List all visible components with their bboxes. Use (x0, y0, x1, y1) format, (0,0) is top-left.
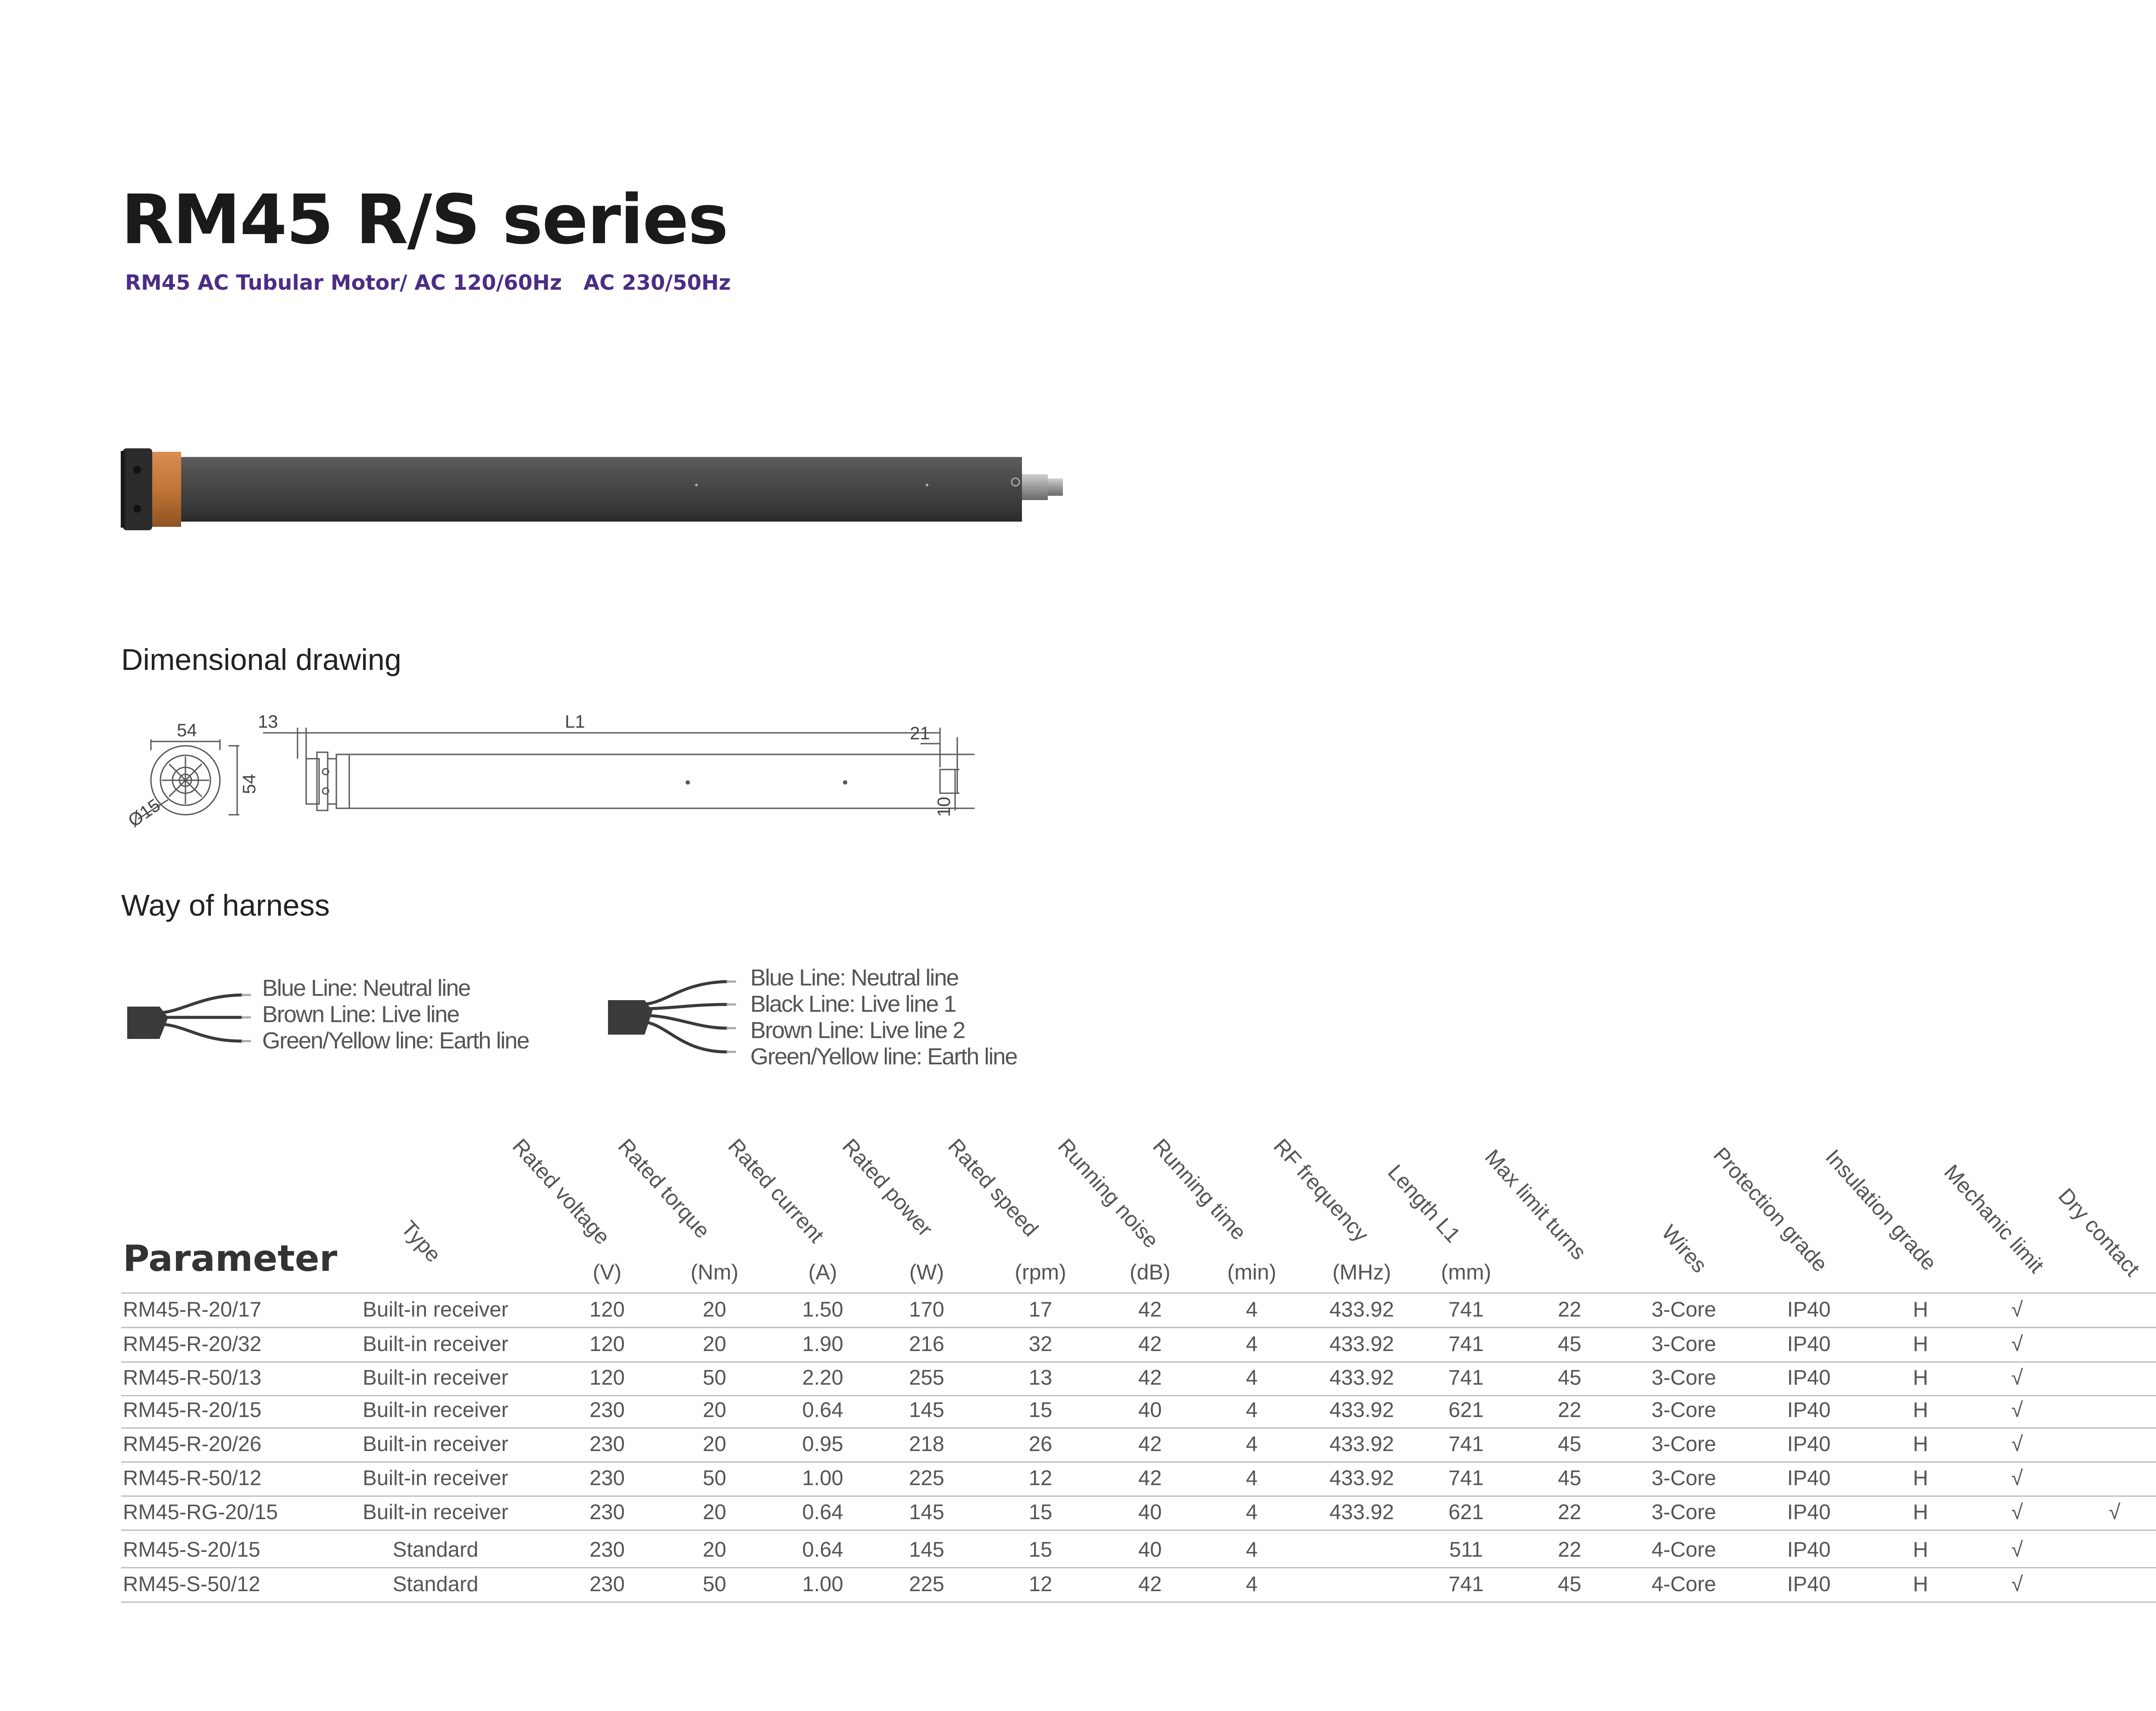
cell-protection: IP40 (1787, 1501, 1831, 1524)
cell-noise: 42 (1138, 1573, 1162, 1596)
cell-turns: 45 (1557, 1573, 1582, 1596)
cell-model: RM45-S-50/12 (123, 1573, 260, 1596)
cell-turns: 22 (1557, 1538, 1582, 1561)
row-divider (121, 1461, 2156, 1463)
four-core-cable-image (606, 972, 748, 1076)
row-divider (121, 1361, 2156, 1363)
cell-protection: IP40 (1787, 1433, 1831, 1456)
cell-speed: 26 (1028, 1433, 1053, 1456)
cell-length: 741 (1448, 1467, 1484, 1490)
cell-frequency: 433.92 (1329, 1467, 1394, 1490)
cell-wires: 3-Core (1651, 1433, 1716, 1456)
harness-heading: Way of harness (121, 888, 330, 922)
cell-turns: 45 (1557, 1467, 1582, 1490)
cell-time: 4 (1246, 1433, 1258, 1456)
row-divider (121, 1427, 2156, 1429)
cell-model: RM45-S-20/15 (123, 1538, 260, 1561)
cell-insulation: H (1913, 1298, 1928, 1321)
cell-power: 170 (909, 1298, 944, 1321)
cell-frequency: 433.92 (1329, 1433, 1394, 1456)
unit-torque: (Nm) (690, 1260, 739, 1284)
cell-noise: 40 (1138, 1501, 1162, 1524)
cell-protection: IP40 (1787, 1573, 1831, 1596)
cell-current: 2.20 (802, 1366, 843, 1389)
cell-model: RM45-R-20/15 (123, 1398, 262, 1422)
cell-torque: 20 (702, 1433, 727, 1456)
cell-wires: 3-Core (1651, 1467, 1716, 1490)
cell-insulation: H (1913, 1366, 1928, 1389)
tubular-motor-image (116, 440, 1087, 539)
cell-wires: 3-Core (1651, 1333, 1716, 1356)
dim-label-54-side: 54 (239, 774, 259, 794)
cell-type: Built-in receiver (363, 1467, 508, 1490)
cell-time: 4 (1246, 1467, 1258, 1490)
cell-voltage: 120 (589, 1333, 625, 1356)
unit-voltage: (V) (592, 1260, 622, 1284)
cell-length: 511 (1449, 1538, 1483, 1561)
cell-current: 1.90 (802, 1333, 843, 1356)
column-header-rated-power: Rated power (837, 1134, 937, 1241)
column-header-max-limit-turns: Max limit turns (1480, 1145, 1591, 1264)
column-header-rated-current: Rated current (723, 1134, 829, 1248)
cell-turns: 45 (1557, 1333, 1582, 1356)
cell-wires: 4-Core (1651, 1538, 1716, 1561)
cell-type: Built-in receiver (363, 1333, 508, 1356)
cell-length: 741 (1448, 1573, 1484, 1596)
cell-wires: 3-Core (1651, 1366, 1716, 1389)
unit-power: (W) (909, 1260, 944, 1284)
column-header-rated-voltage: Rated voltage (508, 1134, 615, 1249)
cell-mechanic-limit: √ (2011, 1573, 2023, 1596)
three-core-cable-image (125, 983, 263, 1060)
cell-torque: 20 (702, 1538, 727, 1561)
cell-voltage: 230 (589, 1538, 625, 1561)
cell-mechanic-limit: √ (2011, 1433, 2023, 1456)
column-header-wires: Wires (1657, 1220, 1712, 1278)
cell-current: 1.00 (802, 1573, 843, 1596)
cell-wires: 3-Core (1651, 1501, 1716, 1524)
cell-frequency: 433.92 (1329, 1398, 1394, 1422)
four-core-line-3: Brown Line: Live line 2 (750, 1017, 965, 1043)
cell-type: Standard (392, 1538, 479, 1561)
cell-mechanic-limit: √ (2011, 1501, 2023, 1524)
cell-current: 0.64 (802, 1398, 843, 1422)
cell-frequency: 433.92 (1329, 1501, 1394, 1524)
three-core-line-3: Green/Yellow line: Earth line (262, 1028, 529, 1054)
cell-time: 4 (1246, 1398, 1258, 1422)
dim-label-10: 10 (934, 797, 954, 817)
column-header-protection-grade: Protection grade (1708, 1142, 1833, 1276)
cell-frequency: 433.92 (1329, 1298, 1394, 1321)
dim-label-21: 21 (910, 723, 930, 743)
cell-noise: 40 (1138, 1538, 1162, 1561)
cell-type: Built-in receiver (363, 1433, 508, 1456)
page-subtitle: RM45 AC Tubular Motor/ AC 120/60Hz AC 230/50Hz (125, 271, 731, 295)
four-core-line-4: Green/Yellow line: Earth line (750, 1044, 1017, 1070)
dim-label-54-top: 54 (177, 720, 197, 740)
cell-length: 621 (1448, 1398, 1484, 1422)
cell-power: 145 (909, 1501, 944, 1524)
cell-torque: 50 (702, 1366, 727, 1389)
cell-time: 4 (1246, 1366, 1258, 1389)
cell-mechanic-limit: √ (2011, 1398, 2023, 1422)
cell-torque: 20 (702, 1333, 727, 1356)
dim-label-13: 13 (258, 711, 278, 732)
cell-current: 1.50 (802, 1298, 843, 1321)
cell-speed: 15 (1028, 1538, 1053, 1561)
cell-voltage: 230 (589, 1501, 625, 1524)
cell-model: RM45-R-50/12 (123, 1467, 262, 1490)
column-header-type: Type (396, 1216, 446, 1267)
column-header-rated-torque: Rated torque (613, 1134, 715, 1243)
cell-speed: 15 (1028, 1398, 1053, 1422)
cell-protection: IP40 (1787, 1398, 1831, 1422)
cell-turns: 45 (1557, 1366, 1582, 1389)
column-header-insulation-grade: Insulation grade (1821, 1145, 1942, 1275)
row-divider (121, 1530, 2156, 1531)
cell-speed: 12 (1028, 1467, 1053, 1490)
cell-torque: 50 (702, 1573, 727, 1596)
dimensional-drawing-heading: Dimensional drawing (121, 643, 401, 676)
four-core-line-1: Blue Line: Neutral line (750, 965, 959, 991)
column-header-length-l1: Length L1 (1383, 1160, 1466, 1248)
cell-speed: 12 (1028, 1573, 1053, 1596)
cell-speed: 13 (1028, 1366, 1053, 1389)
cell-torque: 20 (702, 1298, 727, 1321)
cell-power: 216 (909, 1333, 944, 1356)
cell-noise: 42 (1138, 1333, 1162, 1356)
cell-power: 225 (909, 1467, 944, 1490)
dimensional-drawing (121, 698, 975, 841)
cell-type: Built-in receiver (363, 1366, 508, 1389)
cell-voltage: 230 (589, 1398, 625, 1422)
cell-power: 145 (909, 1538, 944, 1561)
row-divider (121, 1395, 2156, 1396)
three-core-line-2: Brown Line: Live line (262, 1001, 459, 1027)
cell-torque: 50 (702, 1467, 727, 1490)
cell-time: 4 (1246, 1501, 1258, 1524)
unit-noise: (dB) (1129, 1260, 1171, 1284)
cell-insulation: H (1913, 1398, 1928, 1422)
cell-model: RM45-R-20/26 (123, 1433, 262, 1456)
cell-length: 741 (1448, 1333, 1484, 1356)
unit-current: (A) (808, 1260, 837, 1284)
cell-torque: 20 (702, 1398, 727, 1422)
three-core-line-1: Blue Line: Neutral line (262, 975, 470, 1001)
unit-frequency: (MHz) (1332, 1260, 1391, 1284)
cell-insulation: H (1913, 1467, 1928, 1490)
cell-insulation: H (1913, 1538, 1928, 1561)
cell-speed: 17 (1028, 1298, 1053, 1321)
column-header-mechanic-limit: Mechanic limit (1939, 1160, 2049, 1278)
cell-model: RM45-R-20/32 (123, 1333, 262, 1356)
cell-time: 4 (1246, 1573, 1258, 1596)
cell-insulation: H (1913, 1333, 1928, 1356)
cell-power: 225 (909, 1573, 944, 1596)
unit-speed: (rpm) (1015, 1260, 1066, 1284)
cell-dry-contact: √ (2109, 1501, 2121, 1524)
row-divider (121, 1327, 2156, 1328)
page-title: RM45 R/S series (121, 180, 728, 260)
cell-mechanic-limit: √ (2011, 1333, 2023, 1356)
cell-noise: 42 (1138, 1467, 1162, 1490)
cell-length: 741 (1448, 1298, 1484, 1321)
cell-frequency: 433.92 (1329, 1333, 1394, 1356)
cell-wires: 3-Core (1651, 1298, 1716, 1321)
cell-noise: 42 (1138, 1366, 1162, 1389)
unit-length: (mm) (1441, 1260, 1492, 1284)
cell-protection: IP40 (1787, 1333, 1831, 1356)
cell-noise: 42 (1138, 1298, 1162, 1321)
cell-voltage: 230 (589, 1433, 625, 1456)
cell-time: 4 (1246, 1538, 1258, 1561)
cell-turns: 22 (1557, 1398, 1582, 1422)
cell-speed: 15 (1028, 1501, 1053, 1524)
cell-insulation: H (1913, 1433, 1928, 1456)
column-header-running-noise: Running noise (1053, 1134, 1164, 1253)
cell-type: Built-in receiver (363, 1501, 508, 1524)
cell-type: Built-in receiver (363, 1298, 508, 1321)
column-header-running-time: Running time (1148, 1134, 1251, 1245)
cell-turns: 22 (1557, 1298, 1582, 1321)
cell-type: Built-in receiver (363, 1398, 508, 1422)
cell-protection: IP40 (1787, 1298, 1831, 1321)
row-divider (121, 1567, 2156, 1568)
cell-model: RM45-R-20/17 (123, 1298, 262, 1321)
cell-current: 0.64 (802, 1538, 843, 1561)
row-divider (121, 1602, 2156, 1603)
parameter-table-title: Parameter (123, 1237, 338, 1279)
cell-torque: 20 (702, 1501, 727, 1524)
cell-noise: 42 (1138, 1433, 1162, 1456)
cell-current: 0.64 (802, 1501, 843, 1524)
cell-power: 255 (909, 1366, 944, 1389)
cell-time: 4 (1246, 1298, 1258, 1321)
cell-noise: 40 (1138, 1398, 1162, 1422)
cell-mechanic-limit: √ (2011, 1538, 2023, 1561)
cell-voltage: 120 (589, 1298, 625, 1321)
cell-protection: IP40 (1787, 1467, 1831, 1490)
cell-protection: IP40 (1787, 1366, 1831, 1389)
cell-voltage: 230 (589, 1467, 625, 1490)
column-header-rf-frequency: RF frequency (1269, 1134, 1374, 1247)
cell-frequency: 433.92 (1329, 1366, 1394, 1389)
unit-time: (min) (1227, 1260, 1276, 1284)
cell-power: 218 (909, 1433, 944, 1456)
cell-length: 741 (1448, 1366, 1484, 1389)
column-header-dry-contact: Dry contact (2053, 1183, 2145, 1281)
cell-speed: 32 (1028, 1333, 1053, 1356)
cell-mechanic-limit: √ (2011, 1366, 2023, 1389)
cell-current: 1.00 (802, 1467, 843, 1490)
cell-mechanic-limit: √ (2011, 1298, 2023, 1321)
cell-type: Standard (392, 1573, 479, 1596)
four-core-line-2: Black Line: Live line 1 (750, 991, 956, 1017)
cell-turns: 22 (1557, 1501, 1582, 1524)
cell-turns: 45 (1557, 1433, 1582, 1456)
cell-current: 0.95 (802, 1433, 843, 1456)
dim-label-l1: L1 (565, 711, 585, 732)
cell-length: 621 (1448, 1501, 1484, 1524)
table-header-rule (121, 1292, 2156, 1294)
cell-model: RM45-RG-20/15 (123, 1501, 278, 1524)
cell-voltage: 230 (589, 1573, 625, 1596)
cell-wires: 4-Core (1651, 1573, 1716, 1596)
cell-voltage: 120 (589, 1366, 625, 1389)
cell-power: 145 (909, 1398, 944, 1422)
cell-length: 741 (1448, 1433, 1484, 1456)
dim-label-phi15: Ø15 (124, 795, 164, 831)
cell-model: RM45-R-50/13 (123, 1366, 262, 1389)
cell-insulation: H (1913, 1573, 1928, 1596)
row-divider (121, 1495, 2156, 1497)
cell-time: 4 (1246, 1333, 1258, 1356)
cell-mechanic-limit: √ (2011, 1467, 2023, 1490)
column-header-rated-speed: Rated speed (943, 1134, 1043, 1241)
cell-protection: IP40 (1787, 1538, 1831, 1561)
cell-insulation: H (1913, 1501, 1928, 1524)
cell-wires: 3-Core (1651, 1398, 1716, 1422)
